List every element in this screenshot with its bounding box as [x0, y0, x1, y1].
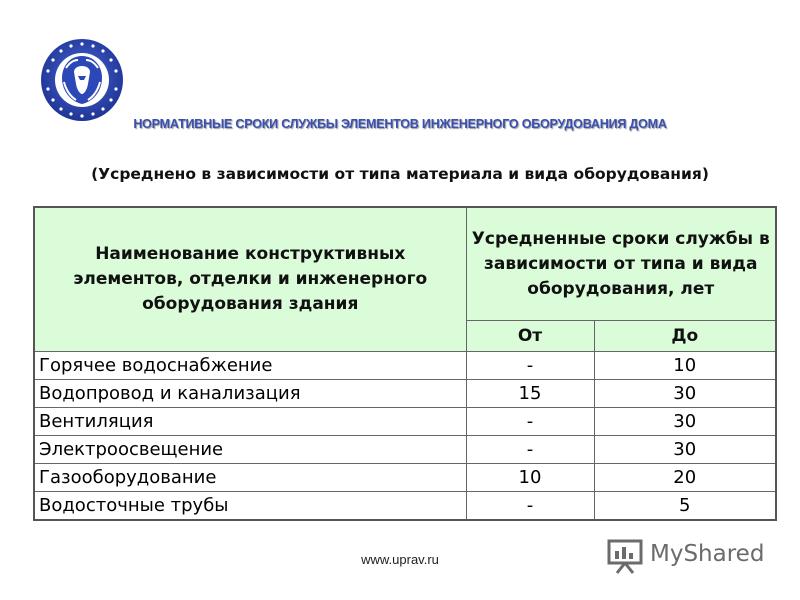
myshared-watermark[interactable] — [606, 537, 766, 577]
table-header-row — [34, 207, 776, 321]
col-name-header: Наименование конструктивных элементов, отделки и инженерного оборудования здания — [34, 207, 466, 352]
page-subtitle: (Усреднено в зависимости от типа материала и вида оборудования) — [91, 165, 709, 183]
row-name: Газооборудование — [34, 464, 466, 492]
row-from: - — [466, 436, 594, 464]
table-row — [34, 436, 776, 464]
row-name: Горячее водоснабжение — [34, 352, 466, 380]
col-from-header: От — [466, 321, 594, 352]
table-row — [34, 464, 776, 492]
lion-emblem-icon — [40, 38, 124, 122]
row-from: - — [466, 352, 594, 380]
row-from: 10 — [466, 464, 594, 492]
row-to: 30 — [594, 408, 776, 436]
row-to: 10 — [594, 352, 776, 380]
row-from: - — [466, 408, 594, 436]
row-to: 20 — [594, 464, 776, 492]
table-row — [34, 352, 776, 380]
row-to: 5 — [594, 492, 776, 521]
table-row — [34, 408, 776, 436]
page-title: НОРМАТИВНЫЕ СРОКИ СЛУЖБЫ ЭЛЕМЕНТОВ ИНЖЕНЕРНОГО ОБОРУДОВАНИЯ ДОМА — [133, 117, 667, 131]
table-row — [34, 492, 776, 521]
watermark-text: MyShared — [650, 541, 765, 567]
row-to: 30 — [594, 380, 776, 408]
service-life-table — [33, 206, 777, 521]
presentation-board-icon — [606, 537, 646, 575]
col-to-header: До — [594, 321, 776, 352]
row-from: 15 — [466, 380, 594, 408]
row-from: - — [466, 492, 594, 521]
row-name: Водосточные трубы — [34, 492, 466, 521]
footer-url: www.uprav.ru — [361, 552, 439, 567]
row-to: 30 — [594, 436, 776, 464]
col-avg-header: Усредненные сроки службы в зависимости от типа и вида оборудования, лет — [466, 207, 776, 321]
row-name: Водопровод и канализация — [34, 380, 466, 408]
row-name: Электроосвещение — [34, 436, 466, 464]
row-name: Вентиляция — [34, 408, 466, 436]
table-row — [34, 380, 776, 408]
